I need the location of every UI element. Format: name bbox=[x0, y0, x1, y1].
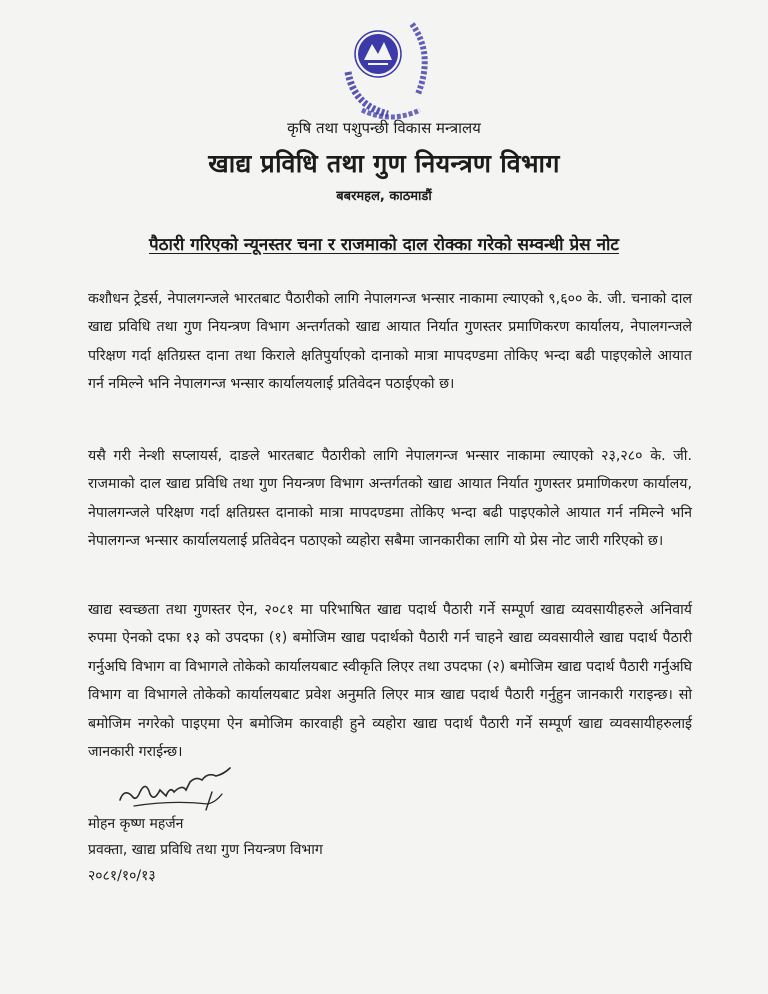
department-name: खाद्य प्रविधि तथा गुण नियन्त्रण विभाग bbox=[208, 149, 560, 178]
signatory-designation: प्रवक्ता, खाद्य प्रविधि तथा गुण नियन्त्रण विभाग bbox=[88, 842, 323, 858]
body-paragraph-rajma: यसै गरी नेन्शी सप्लायर्स, दाङले भारतबाट पैठारीको लागि नेपालगन्ज भन्सार नाकामा ल्याएको २३,२८० के. जी. राजमाको दाल खाद्य प्रविधि तथा गुण नियन्त्रण विभाग अन्तर्गतको खाद्य आयात निर्यात गुणस्तर प्रमाणिकरण कार्यालय, नेपालगन्जले परिक्षण गर्दा क्षतिग्रस्त दानाको मात्रा मापदण्डमा तोकिए भन्दा बढी पाइएकोले आयात गर्न नमिल्ने भनि नेपालगन्ज भन्सार कार्यालयलाई प्रतिवेदन पठाएको व्यहोरा सबैमा जानकारीका लागि यो प्रेस नोट जारी गरिएको छ। bbox=[88, 448, 692, 550]
press-note-title-text: पैठारी गरिएको न्यूनस्तर चना र राजमाको दाल रोक्का गरेको सम्वन्धी प्रेस नोट bbox=[149, 235, 619, 255]
body-paragraph-chana: कशौधन ट्रेडर्स, नेपालगन्जले भारतबाट पैठारीको लागि नेपालगन्ज भन्सार नाकामा ल्याएको ९,६०० के. जी. चनाको दाल खाद्य प्रविधि तथा गुण नियन्त्रण विभाग अन्तर्गतको खाद्य आयात निर्यात गुणस्तर प्रमाणिकरण कार्यालय, नेपालगन्जले परिक्षण गर्दा क्षतिग्रस्त दाना तथा किराले क्षतिपुर्याएको दानाको मात्रा मापदण्डमा तोकिए भन्दा बढी पाइएकोले आयात गर्न नमिल्ने भनि नेपालगन्ज भन्सार कार्यालयलाई प्रतिवेदन पठाईएको छ। bbox=[88, 291, 692, 393]
government-seal-stamp bbox=[330, 14, 442, 126]
press-note-title bbox=[0, 232, 768, 255]
ministry-name: कृषि तथा पशुपन्छी विकास मन्त्रालय bbox=[287, 119, 481, 137]
handwritten-signature bbox=[112, 762, 244, 816]
signatory-name: मोहन कृष्ण महर्जन bbox=[88, 816, 184, 832]
body-paragraph-legal-notice: खाद्य स्वच्छता तथा गुणस्तर ऐन, २०८१ मा परिभाषित खाद्य पदार्थ पैठारी गर्ने सम्पूर्ण खाद्य व्यवसायीहरुले अनिवार्य रुपमा ऐनको दफा १३ को उपदफा (१) बमोजिम खाद्य पदार्थको पैठारी गर्न चाहने खाद्य व्यवसायीले खाद्य पदार्थ पैठारी गर्नुअघि विभाग वा विभागले तोकेको कार्यालयबाट स्वीकृति लिएर तथा उपदफा (२) बमोजिम खाद्य पदार्थ पैठारी गर्नुअघि विभाग वा विभागले तोकेको कार्यालयबाट प्रवेश अनुमति लिएर मात्र खाद्य पदार्थ पैठारी गर्नुहुन जानकारी गराइन्छ। सो बमोजिम नगरेको पाइएमा ऐन बमोजिम कारवाही हुने व्यहोरा खाद्य पदार्थ पैठारी गर्ने सम्पूर्ण खाद्य व्यवसायीहरुलाई जानकारी गराईन्छ। bbox=[88, 602, 692, 761]
department-address: बबरमहल, काठमाडौं bbox=[336, 189, 432, 204]
issue-date: २०८१/१०/१३ bbox=[88, 868, 156, 884]
